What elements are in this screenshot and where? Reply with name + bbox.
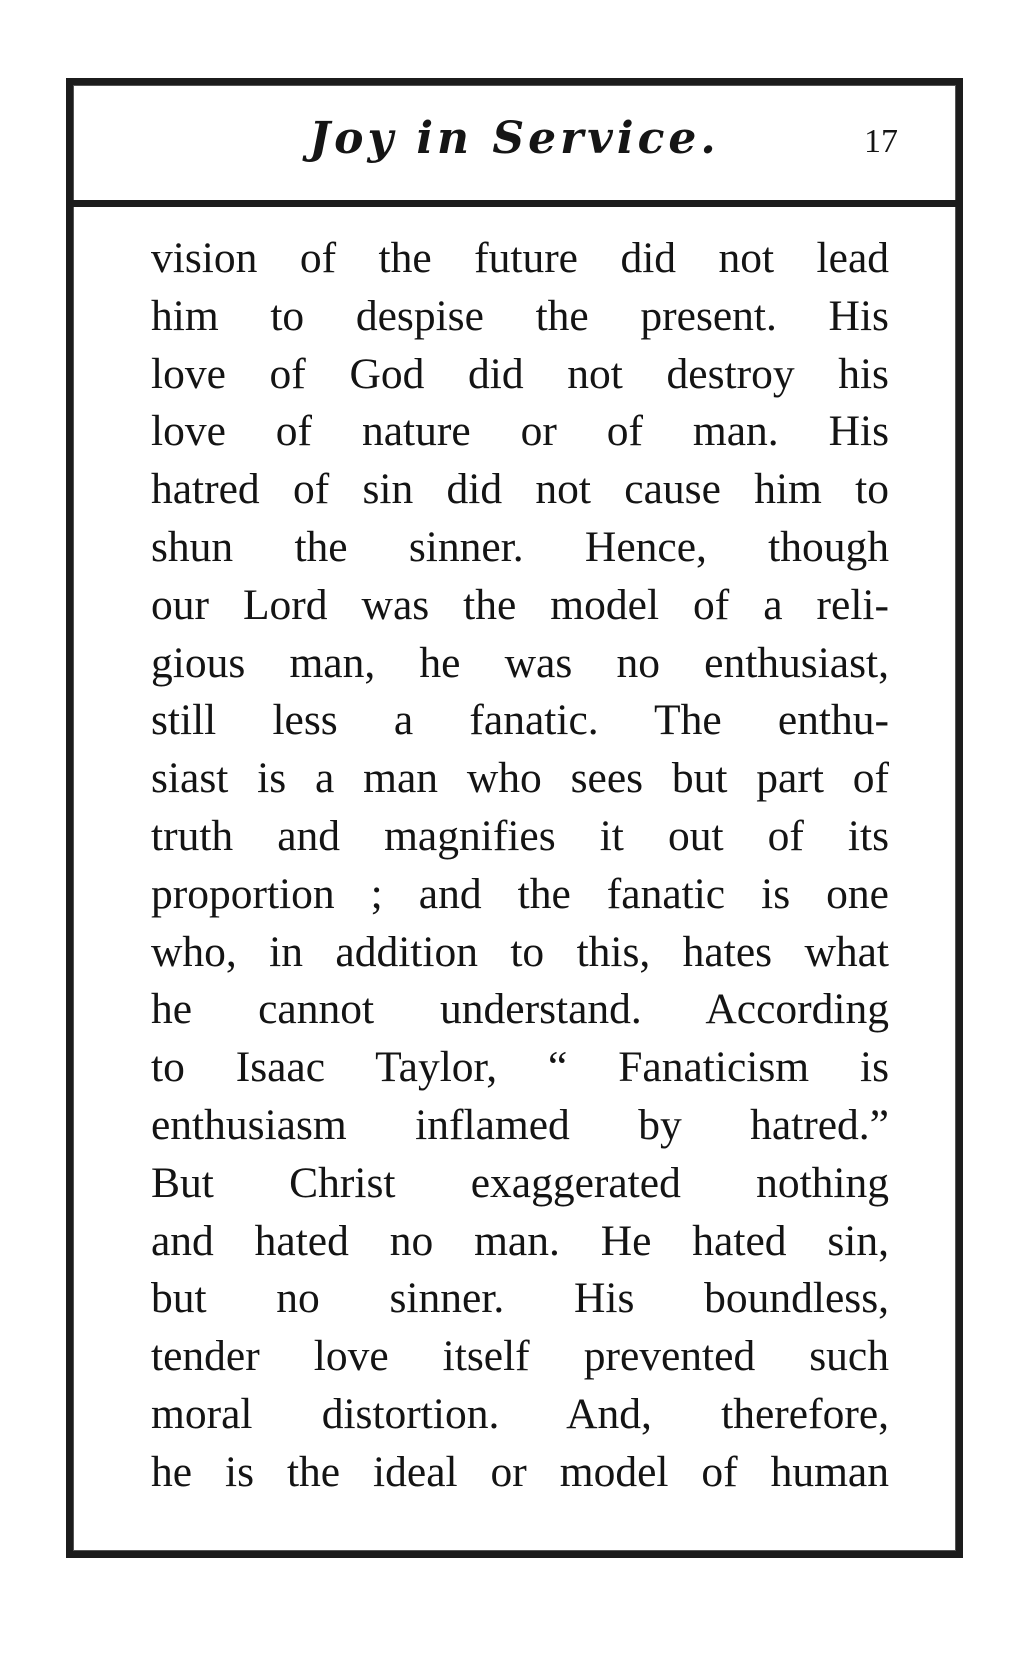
- text-line: hatred of sin did not cause him to: [151, 465, 889, 514]
- text-line: moral distortion. And, therefore,: [151, 1389, 889, 1438]
- text-line: enthusiasm inflamed by hatred.”: [151, 1100, 889, 1149]
- text-line: he is the ideal or model of human: [151, 1447, 889, 1496]
- text-line: shun the sinner. Hence, though: [151, 522, 889, 571]
- text-line: But Christ exaggerated nothing: [151, 1158, 889, 1207]
- text-line: love of nature or of man. His: [151, 407, 889, 456]
- text-line: gious man, he was no enthusiast,: [151, 638, 889, 687]
- text-line: who, in addition to this, hates what: [151, 927, 889, 976]
- text-line: truth and magnifies it out of its: [151, 811, 889, 860]
- text-line: proportion ; and the fanatic is one: [151, 869, 889, 918]
- text-line: and hated no man. He hated sin,: [151, 1216, 889, 1265]
- body-text: [151, 230, 889, 1502]
- page-frame: [66, 78, 963, 1558]
- text-line: siast is a man who sees but part of: [151, 754, 889, 803]
- text-line: he cannot understand. According: [151, 985, 889, 1034]
- text-line: him to despise the present. His: [151, 291, 889, 340]
- page-number: 17: [864, 123, 898, 160]
- running-title: Joy in Service.: [309, 113, 720, 164]
- text-line: vision of the future did not lead: [151, 234, 889, 282]
- text-line: love of God did not destroy his: [151, 349, 889, 398]
- text-line: our Lord was the model of a reli-: [151, 580, 889, 629]
- text-line: to Isaac Taylor, “ Fanaticism is: [151, 1043, 889, 1092]
- text-line: but no sinner. His boundless,: [151, 1274, 889, 1323]
- running-header: [73, 85, 956, 207]
- text-line: still less a fanatic. The enthu-: [151, 696, 889, 745]
- text-line: tender love itself prevented such: [151, 1332, 889, 1381]
